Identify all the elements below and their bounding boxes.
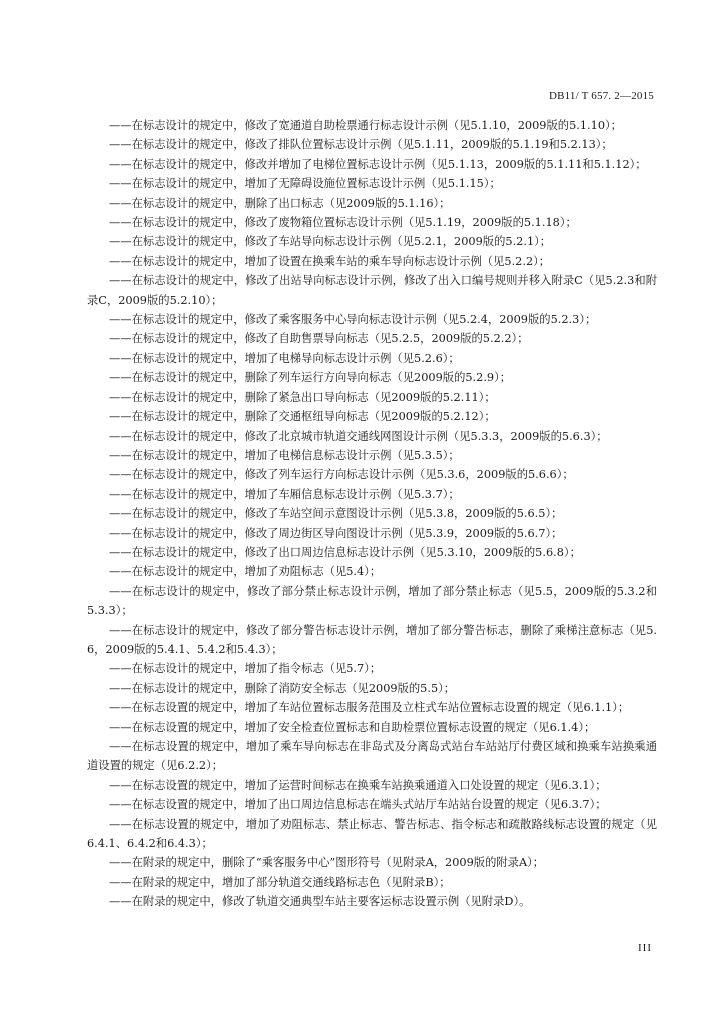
list-item: ——在标志设置的规定中，增加了劝阻标志、禁止标志、警告标志、指令标志和疏散路线标志设置的规定（见6.4.1、6.4.2和6.4.3）； bbox=[87, 817, 657, 851]
list-item: ——在附录的规定中，修改了轨道交通典型车站主要客运标志设置示例（见附录D）。 bbox=[109, 895, 531, 909]
list-item: ——在标志设计的规定中，删除了列车运行方向导向标志（见2009版的5.2.9）； bbox=[109, 371, 512, 385]
list-item: ——在标志设计的规定中，增加了车厢信息标志设计示例（见5.3.7）； bbox=[109, 487, 460, 501]
document-code: DB11/ T 657. 2—2015 bbox=[548, 90, 654, 102]
list-item: ——在标志设计的规定中，修改了出口周边信息标志设计示例（见5.3.10，2009版的5.6.8）； bbox=[109, 545, 581, 559]
list-item: ——在标志设计的规定中，修改了废物箱位置标志设计示例（见5.1.19，2009版的5.1.18）； bbox=[109, 216, 577, 230]
list-item: ——在标志设计的规定中，删除了紧急出口导向标志（见2009版的5.2.11）； bbox=[109, 390, 496, 404]
list-item: ——在标志设计的规定中，删除了交通枢纽导向标志（见2009版的5.2.12）； bbox=[109, 410, 496, 424]
list-item: ——在附录的规定中，增加了部分轨道交通线路标志色（见附录B）； bbox=[109, 875, 451, 889]
list-item: ——在标志设置的规定中，增加了安全检查位置标志和自助检票位置标志设置的规定（见6.1.4）； bbox=[109, 720, 596, 734]
list-item: ——在标志设计的规定中，增加了电梯信息标志设计示例（见5.3.5）； bbox=[109, 448, 460, 462]
list-item: ——在标志设计的规定中，修改了部分警告标志设计示例，增加了部分警告标志，删除了乘梯注意标志（见5.6，2009版的5.4.1、5.4.2和5.4.3）； bbox=[87, 623, 657, 656]
list-item: ——在标志设计的规定中，增加了无障碍设施位置标志设计示例（见5.1.15）； bbox=[109, 177, 501, 191]
list-item: ——在标志设计的规定中，修改了车站空间示意图设计示例（见5.3.8，2009版的5.6.5）； bbox=[109, 507, 563, 521]
page-number: III bbox=[638, 942, 652, 954]
list-item: ——在标志设计的规定中，删除了出口标志（见2009版的5.1.16）； bbox=[109, 196, 451, 210]
list-item: ——在标志设计的规定中，修改了自助售票导向标志（见5.2.5，2009版的5.2.2）； bbox=[109, 332, 529, 346]
list-item: ——在标志设计的规定中，修改了排队位置标志设计示例（见5.1.11，2009版的5.1.19和5.2.13）； bbox=[109, 138, 613, 152]
list-item: ——在标志设计的规定中，删除了消防安全标志（见2009版的5.5）； bbox=[109, 681, 456, 695]
list-item: ——在标志设计的规定中，增加了设置在换乘车站的乘车导向标志设计示例（见5.2.2）； bbox=[109, 254, 551, 268]
revision-list bbox=[87, 116, 657, 912]
list-item: ——在标志设计的规定中，修改了北京城市轨道交通线网图设计示例（见5.3.3，2009版的5.6.3）； bbox=[109, 429, 608, 443]
list-item: ——在标志设计的规定中，增加了电梯导向标志设计示例（见5.2.6）； bbox=[109, 351, 460, 365]
list-item: ——在标志设置的规定中，增加了车站位置标志服务范围及立柱式车站位置标志设置的规定（见6.1.1）； bbox=[109, 701, 630, 715]
list-item: ——在标志设计的规定中，修改了车站导向标志设计示例（见5.2.1，2009版的5.2.1）； bbox=[109, 235, 552, 249]
list-item: ——在标志设计的规定中，修改了列车运行方向标志设计示例（见5.3.6，2009版的5.6.6）； bbox=[109, 468, 574, 482]
list-item: ——在标志设置的规定中，增加了出口周边信息标志在端头式站厅车站站台设置的规定（见6.3.7）； bbox=[109, 798, 607, 812]
list-item: ——在标志设计的规定中，修改了周边街区导向图设计示例（见5.3.9，2009版的5.6.7）； bbox=[109, 526, 563, 540]
list-item: ——在标志设计的规定中，修改了乘客服务中心导向标志设计示例（见5.2.4，2009版的5.2.3）； bbox=[109, 313, 597, 327]
list-item: ——在标志设置的规定中，增加了乘车导向标志在非岛式及分离岛式站台车站站厅付费区域和换乘车站换乘通道设置的规定（见6.2.2）； bbox=[87, 740, 657, 773]
list-item: ——在标志设计的规定中，修改了宽通道自助检票通行标志设计示例（见5.1.10，2009版的5.1.10）； bbox=[109, 119, 622, 132]
list-item: ——在标志设计的规定中，修改了出站导向标志设计示例，修改了出入口编号规则并移入附录C（见5.2.3和附录C，2009版的5.2.10）； bbox=[87, 274, 657, 307]
list-item: ——在标志设计的规定中，修改并增加了电梯位置标志设计示例（见5.1.13，2009版的5.1.11和5.1.12）； bbox=[109, 157, 647, 171]
list-item: ——在标志设计的规定中，增加了劝阻标志（见5.4）； bbox=[109, 565, 382, 579]
list-item: ——在标志设置的规定中，增加了运营时间标志在换乘车站换乘通道入口处设置的规定（见6.3.1）； bbox=[109, 778, 607, 792]
list-item: ——在标志设计的规定中，增加了指令标志（见5.7）； bbox=[109, 662, 382, 676]
list-item: ——在标志设计的规定中，修改了部分禁止标志设计示例，增加了部分禁止标志（见5.5，2009版的5.3.2和5.3.3）； bbox=[87, 584, 657, 618]
list-item: ——在附录的规定中，删除了“乘客服务中心”图形符号（见附录A，2009版的附录A）； bbox=[109, 856, 545, 870]
